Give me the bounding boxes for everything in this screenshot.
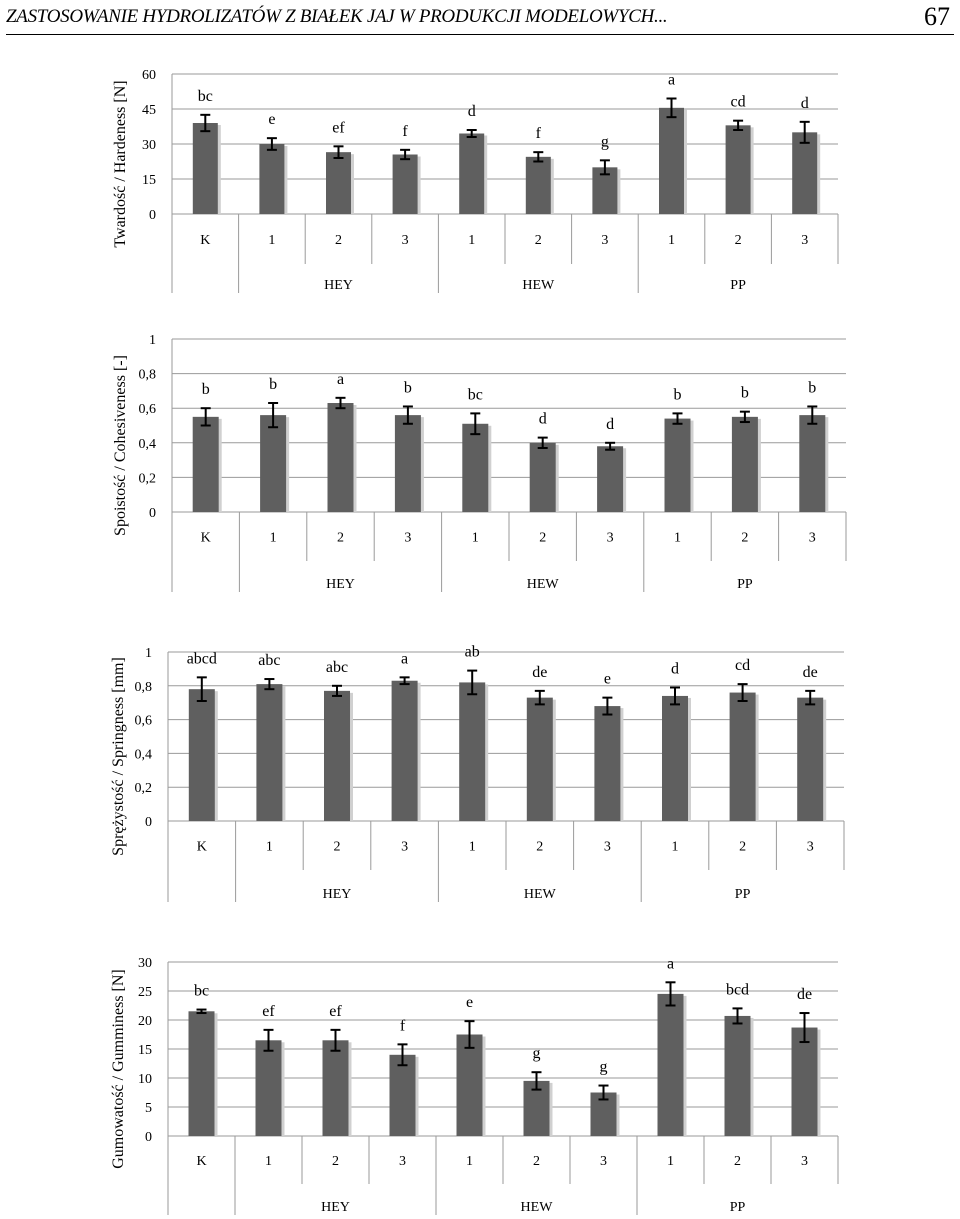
cohesiveness-chart bbox=[0, 325, 960, 600]
bar bbox=[259, 144, 284, 214]
category-label: 2 bbox=[539, 530, 547, 546]
category-label: 1 bbox=[671, 839, 679, 855]
y-tick-label: 60 bbox=[142, 68, 156, 83]
bar bbox=[328, 403, 354, 512]
significance-label: d bbox=[671, 660, 679, 678]
bar bbox=[730, 693, 756, 821]
significance-label: b bbox=[201, 381, 210, 399]
bar bbox=[459, 682, 485, 821]
significance-label: e bbox=[465, 994, 474, 1012]
bar bbox=[193, 417, 219, 512]
bar bbox=[526, 157, 551, 214]
significance-label: g bbox=[599, 1058, 608, 1076]
bar bbox=[726, 125, 751, 214]
group-label: HEY bbox=[322, 887, 352, 902]
category-label: 3 bbox=[600, 1154, 607, 1169]
significance-label: de bbox=[532, 663, 548, 681]
bar bbox=[392, 681, 418, 821]
significance-label: bc bbox=[467, 386, 483, 404]
y-tick-label: 20 bbox=[138, 1014, 152, 1029]
category-label: 3 bbox=[399, 1154, 406, 1169]
category-label: K bbox=[196, 1154, 207, 1169]
bar bbox=[594, 706, 620, 821]
group-label: PP bbox=[734, 887, 751, 902]
category-label: 3 bbox=[601, 233, 609, 248]
y-tick-label: 5 bbox=[145, 1101, 152, 1116]
category-label: 2 bbox=[734, 233, 742, 248]
group-label: HEY bbox=[326, 577, 355, 592]
category-label: 3 bbox=[404, 530, 412, 546]
significance-label: abc bbox=[258, 652, 281, 670]
category-label: 2 bbox=[741, 530, 749, 546]
significance-label: b bbox=[403, 379, 412, 397]
bar bbox=[256, 1040, 282, 1136]
category-label: 2 bbox=[534, 233, 542, 248]
category-label: 1 bbox=[269, 530, 277, 546]
significance-label: abc bbox=[325, 658, 349, 676]
y-axis-title: Sprężystość / Springness [mm] bbox=[110, 657, 127, 856]
category-label: 2 bbox=[734, 1154, 741, 1169]
category-label: 3 bbox=[606, 530, 614, 546]
significance-label: a bbox=[336, 370, 345, 388]
group-label: PP bbox=[737, 577, 753, 592]
group-label: HEW bbox=[523, 887, 556, 902]
category-label: K bbox=[200, 530, 211, 546]
significance-label: d bbox=[467, 103, 476, 120]
bar bbox=[189, 689, 215, 821]
bar bbox=[189, 1011, 215, 1136]
significance-label: b bbox=[673, 386, 682, 404]
category-label: 1 bbox=[265, 1154, 272, 1169]
group-label: PP bbox=[729, 1200, 746, 1215]
bar bbox=[457, 1035, 483, 1137]
y-tick-label: 30 bbox=[142, 138, 156, 153]
significance-label: f bbox=[399, 1017, 406, 1035]
bar bbox=[326, 152, 351, 214]
category-label: 2 bbox=[337, 530, 344, 546]
category-label: 1 bbox=[468, 839, 476, 855]
bar bbox=[324, 691, 350, 821]
significance-label: bc bbox=[193, 982, 210, 1000]
group-label: PP bbox=[730, 278, 746, 293]
bar bbox=[256, 684, 282, 821]
significance-label: bc bbox=[197, 87, 213, 105]
significance-label: cd bbox=[730, 93, 746, 111]
significance-label: b bbox=[269, 376, 278, 394]
significance-label: abcd bbox=[186, 650, 217, 668]
significance-label: f bbox=[535, 125, 541, 143]
category-label: 3 bbox=[806, 839, 814, 855]
bar bbox=[260, 415, 286, 512]
springness-chart bbox=[0, 640, 960, 910]
bar bbox=[792, 1028, 818, 1136]
significance-label: b bbox=[740, 384, 749, 402]
group-label: HEW bbox=[526, 577, 559, 592]
bar bbox=[393, 155, 418, 215]
significance-label: g bbox=[600, 133, 609, 151]
category-label: K bbox=[200, 233, 211, 248]
category-label: 2 bbox=[333, 839, 341, 855]
category-label: 1 bbox=[265, 839, 273, 855]
significance-label: b bbox=[808, 379, 817, 397]
significance-label: de bbox=[796, 986, 813, 1004]
bar bbox=[462, 424, 488, 512]
bar bbox=[597, 446, 623, 512]
bar bbox=[390, 1055, 416, 1136]
y-tick-label: 45 bbox=[142, 103, 156, 118]
significance-label: a bbox=[667, 71, 676, 89]
significance-label: de bbox=[802, 663, 818, 681]
category-label: 3 bbox=[401, 233, 409, 248]
category-label: 3 bbox=[808, 530, 816, 546]
y-tick-label: 30 bbox=[138, 956, 152, 971]
group-label: HEY bbox=[324, 278, 353, 293]
bar bbox=[792, 132, 817, 214]
bar bbox=[659, 108, 684, 214]
significance-label: a bbox=[666, 955, 675, 973]
y-tick-label: 1 bbox=[149, 333, 156, 348]
y-axis-title: Twardość / Hardeness [N] bbox=[112, 80, 129, 248]
significance-label: ef bbox=[332, 119, 345, 137]
y-tick-label: 0,8 bbox=[138, 367, 156, 383]
y-tick-label: 0,6 bbox=[134, 713, 152, 729]
significance-label: cd bbox=[735, 657, 751, 675]
category-label: 1 bbox=[466, 1154, 473, 1169]
y-tick-label: 0,2 bbox=[138, 471, 156, 487]
y-tick-label: 0,4 bbox=[134, 747, 152, 763]
bar bbox=[799, 415, 825, 512]
y-tick-label: 0 bbox=[145, 815, 152, 830]
bar bbox=[662, 696, 688, 821]
significance-label: ab bbox=[464, 643, 480, 661]
category-label: 2 bbox=[533, 1154, 540, 1169]
y-tick-label: 0,8 bbox=[134, 679, 152, 695]
significance-label: bcd bbox=[725, 981, 750, 999]
category-label: 2 bbox=[739, 839, 747, 855]
bar bbox=[530, 443, 556, 512]
significance-label: a bbox=[401, 650, 409, 668]
bar bbox=[527, 698, 553, 821]
significance-label: f bbox=[402, 122, 408, 140]
significance-label: e bbox=[268, 111, 276, 129]
category-label: 3 bbox=[401, 839, 409, 855]
y-tick-label: 25 bbox=[138, 985, 152, 1000]
bar bbox=[665, 419, 691, 512]
category-label: 1 bbox=[468, 233, 476, 248]
category-label: 1 bbox=[471, 530, 479, 546]
y-tick-label: 15 bbox=[138, 1043, 152, 1058]
category-label: 1 bbox=[668, 233, 675, 248]
y-tick-label: 0 bbox=[149, 506, 156, 521]
hardness-chart bbox=[0, 55, 960, 305]
bar bbox=[459, 134, 484, 215]
y-axis-title: Gumowatość / Gumminess [N] bbox=[110, 969, 127, 1169]
y-tick-label: 15 bbox=[142, 173, 156, 188]
bar bbox=[323, 1040, 349, 1136]
bar bbox=[797, 698, 823, 821]
category-label: 1 bbox=[674, 530, 681, 546]
significance-label: d bbox=[800, 94, 809, 112]
category-label: 2 bbox=[335, 233, 342, 248]
bar bbox=[732, 417, 758, 512]
significance-label: ef bbox=[329, 1002, 342, 1020]
y-tick-label: 1 bbox=[145, 646, 152, 661]
significance-label: d bbox=[538, 410, 547, 428]
category-label: 1 bbox=[268, 233, 276, 248]
bar bbox=[395, 415, 421, 512]
y-axis-title: Spoistość / Cohesiveness [-] bbox=[112, 355, 129, 536]
page-header bbox=[6, 2, 954, 35]
category-label: 3 bbox=[801, 233, 809, 248]
bar bbox=[725, 1016, 751, 1136]
group-label: HEW bbox=[520, 1200, 553, 1215]
category-label: 3 bbox=[801, 1154, 808, 1169]
bar bbox=[193, 123, 218, 214]
category-label: 3 bbox=[603, 839, 611, 855]
category-label: 2 bbox=[536, 839, 544, 855]
significance-label: ef bbox=[262, 1002, 275, 1020]
category-label: K bbox=[196, 839, 207, 855]
running-title: ZASTOSOWANIE HYDROLIZATÓW Z BIAŁEK JAJ W PRODUKCJI MODELOWYCH... bbox=[6, 6, 668, 27]
bar bbox=[658, 994, 684, 1136]
y-tick-label: 0 bbox=[145, 1130, 152, 1145]
group-label: HEY bbox=[321, 1200, 350, 1215]
significance-label: d bbox=[606, 415, 615, 433]
y-tick-label: 0,2 bbox=[134, 781, 152, 797]
category-label: 1 bbox=[667, 1154, 674, 1169]
significance-label: e bbox=[603, 670, 611, 688]
group-label: HEW bbox=[522, 278, 555, 293]
gumminess-chart bbox=[0, 950, 960, 1219]
y-tick-label: 0,4 bbox=[138, 436, 156, 452]
significance-label: g bbox=[532, 1045, 541, 1063]
category-label: 2 bbox=[332, 1154, 339, 1169]
page-number: 67 bbox=[924, 2, 950, 31]
y-tick-label: 0 bbox=[149, 208, 156, 223]
y-tick-label: 0,6 bbox=[138, 402, 156, 418]
y-tick-label: 10 bbox=[138, 1072, 152, 1087]
